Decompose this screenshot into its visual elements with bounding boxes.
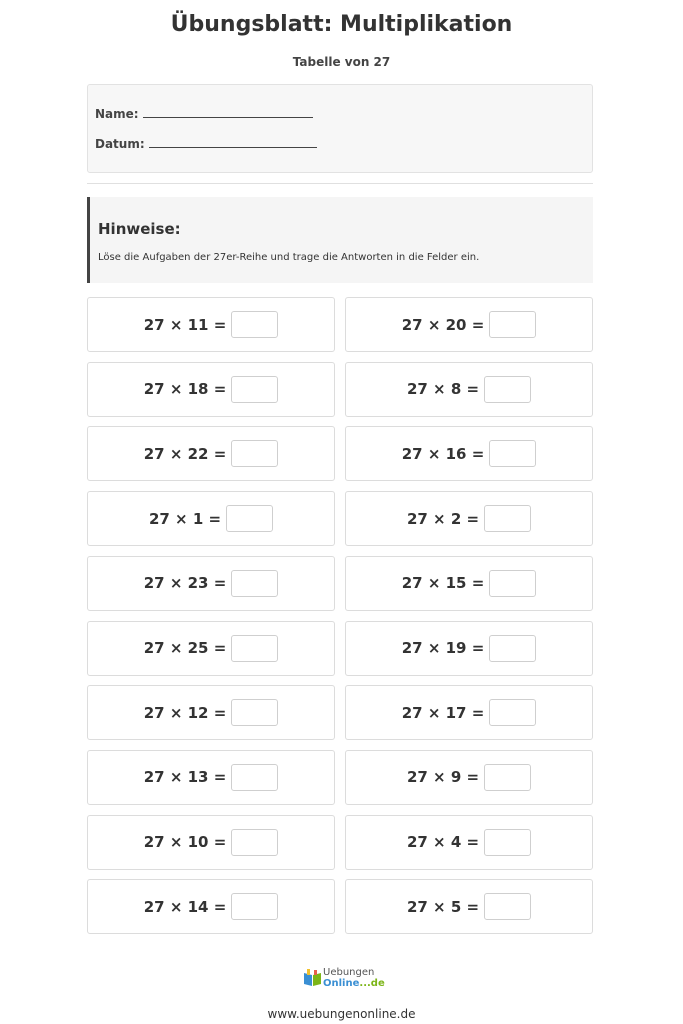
divider (87, 183, 593, 184)
answer-input[interactable] (484, 764, 531, 791)
answer-input[interactable] (226, 505, 273, 532)
problem-expression: 27 × 17 = (401, 703, 485, 722)
problem-card (345, 621, 593, 676)
problem-expression: 27 × 22 = (143, 444, 227, 463)
answer-input[interactable] (489, 699, 536, 726)
problem-card (87, 556, 335, 611)
problem-expression: 27 × 10 = (143, 833, 227, 852)
problem-card (87, 879, 335, 934)
footer-url[interactable]: www.uebungenonline.de (267, 1007, 416, 1021)
page-title: Übungsblatt: Multiplikation (170, 12, 513, 37)
problem-expression: 27 × 1 = (148, 509, 222, 528)
page-subtitle: Tabelle von 27 (292, 55, 391, 69)
problem-card (87, 491, 335, 546)
answer-input[interactable] (231, 635, 278, 662)
problem-card (87, 685, 335, 740)
answer-input[interactable] (231, 570, 278, 597)
problem-expression: 27 × 13 = (143, 768, 227, 787)
answer-input[interactable] (489, 440, 536, 467)
problem-card (345, 815, 593, 870)
answer-input[interactable] (231, 699, 278, 726)
problem-card (345, 556, 593, 611)
problem-card (345, 879, 593, 934)
logo-text-bottom (323, 978, 385, 989)
problem-expression: 27 × 20 = (401, 315, 485, 334)
answer-input[interactable] (484, 376, 531, 403)
name-blank[interactable] (143, 107, 313, 118)
problem-expression: 27 × 23 = (143, 574, 227, 593)
site-logo (303, 967, 383, 991)
problem-card (345, 491, 593, 546)
problem-expression: 27 × 16 = (401, 444, 485, 463)
problem-expression: 27 × 25 = (143, 639, 227, 657)
problem-expression: 27 × 2 = (406, 509, 480, 528)
problem-card (87, 815, 335, 870)
answer-input[interactable] (484, 505, 531, 532)
name-label: Name: (95, 107, 139, 121)
hints-title: Hinweise: (98, 220, 181, 238)
hints-box (87, 197, 593, 283)
student-info-box (87, 84, 593, 173)
problem-card (87, 621, 335, 676)
problem-expression: 27 × 8 = (406, 380, 480, 399)
answer-input[interactable] (489, 311, 536, 338)
problem-expression: 27 × 15 = (401, 574, 485, 593)
answer-input[interactable] (489, 570, 536, 597)
answer-input[interactable] (231, 376, 278, 403)
answer-input[interactable] (484, 893, 531, 920)
answer-input[interactable] (231, 311, 278, 338)
problem-expression: 27 × 9 = (406, 768, 480, 787)
answer-input[interactable] (231, 440, 278, 467)
answer-input[interactable] (231, 893, 278, 920)
logo-text-suffix: ...de (359, 978, 385, 989)
problem-card (87, 750, 335, 805)
answer-input[interactable] (484, 829, 531, 856)
problem-card (87, 426, 335, 481)
date-label: Datum: (95, 137, 145, 151)
problem-card (345, 362, 593, 417)
name-line (95, 107, 313, 121)
problem-expression: 27 × 4 = (406, 833, 480, 852)
logo-text-online: Online (323, 978, 360, 989)
open-book-icon (303, 969, 322, 987)
problem-expression: 27 × 18 = (143, 380, 227, 399)
logo-text-top: Uebungen (323, 967, 375, 978)
problem-expression: 27 × 12 = (143, 703, 227, 722)
problem-card (345, 297, 593, 352)
problem-card (345, 750, 593, 805)
problem-card (87, 362, 335, 417)
problem-expression: 27 × 5 = (406, 897, 480, 916)
date-line (95, 137, 317, 151)
problem-expression: 27 × 11 = (143, 315, 227, 334)
problem-card (345, 685, 593, 740)
answer-input[interactable] (231, 764, 278, 791)
answer-input[interactable] (489, 635, 536, 662)
problem-card (345, 426, 593, 481)
hints-text: Löse die Aufgaben der 27er-Reihe und trage die Antworten in die Felder ein. (98, 252, 480, 263)
problem-expression: 27 × 19 = (401, 639, 485, 657)
problem-card (87, 297, 335, 352)
date-blank[interactable] (149, 137, 317, 148)
answer-input[interactable] (231, 829, 278, 856)
problem-expression: 27 × 14 = (143, 897, 227, 916)
